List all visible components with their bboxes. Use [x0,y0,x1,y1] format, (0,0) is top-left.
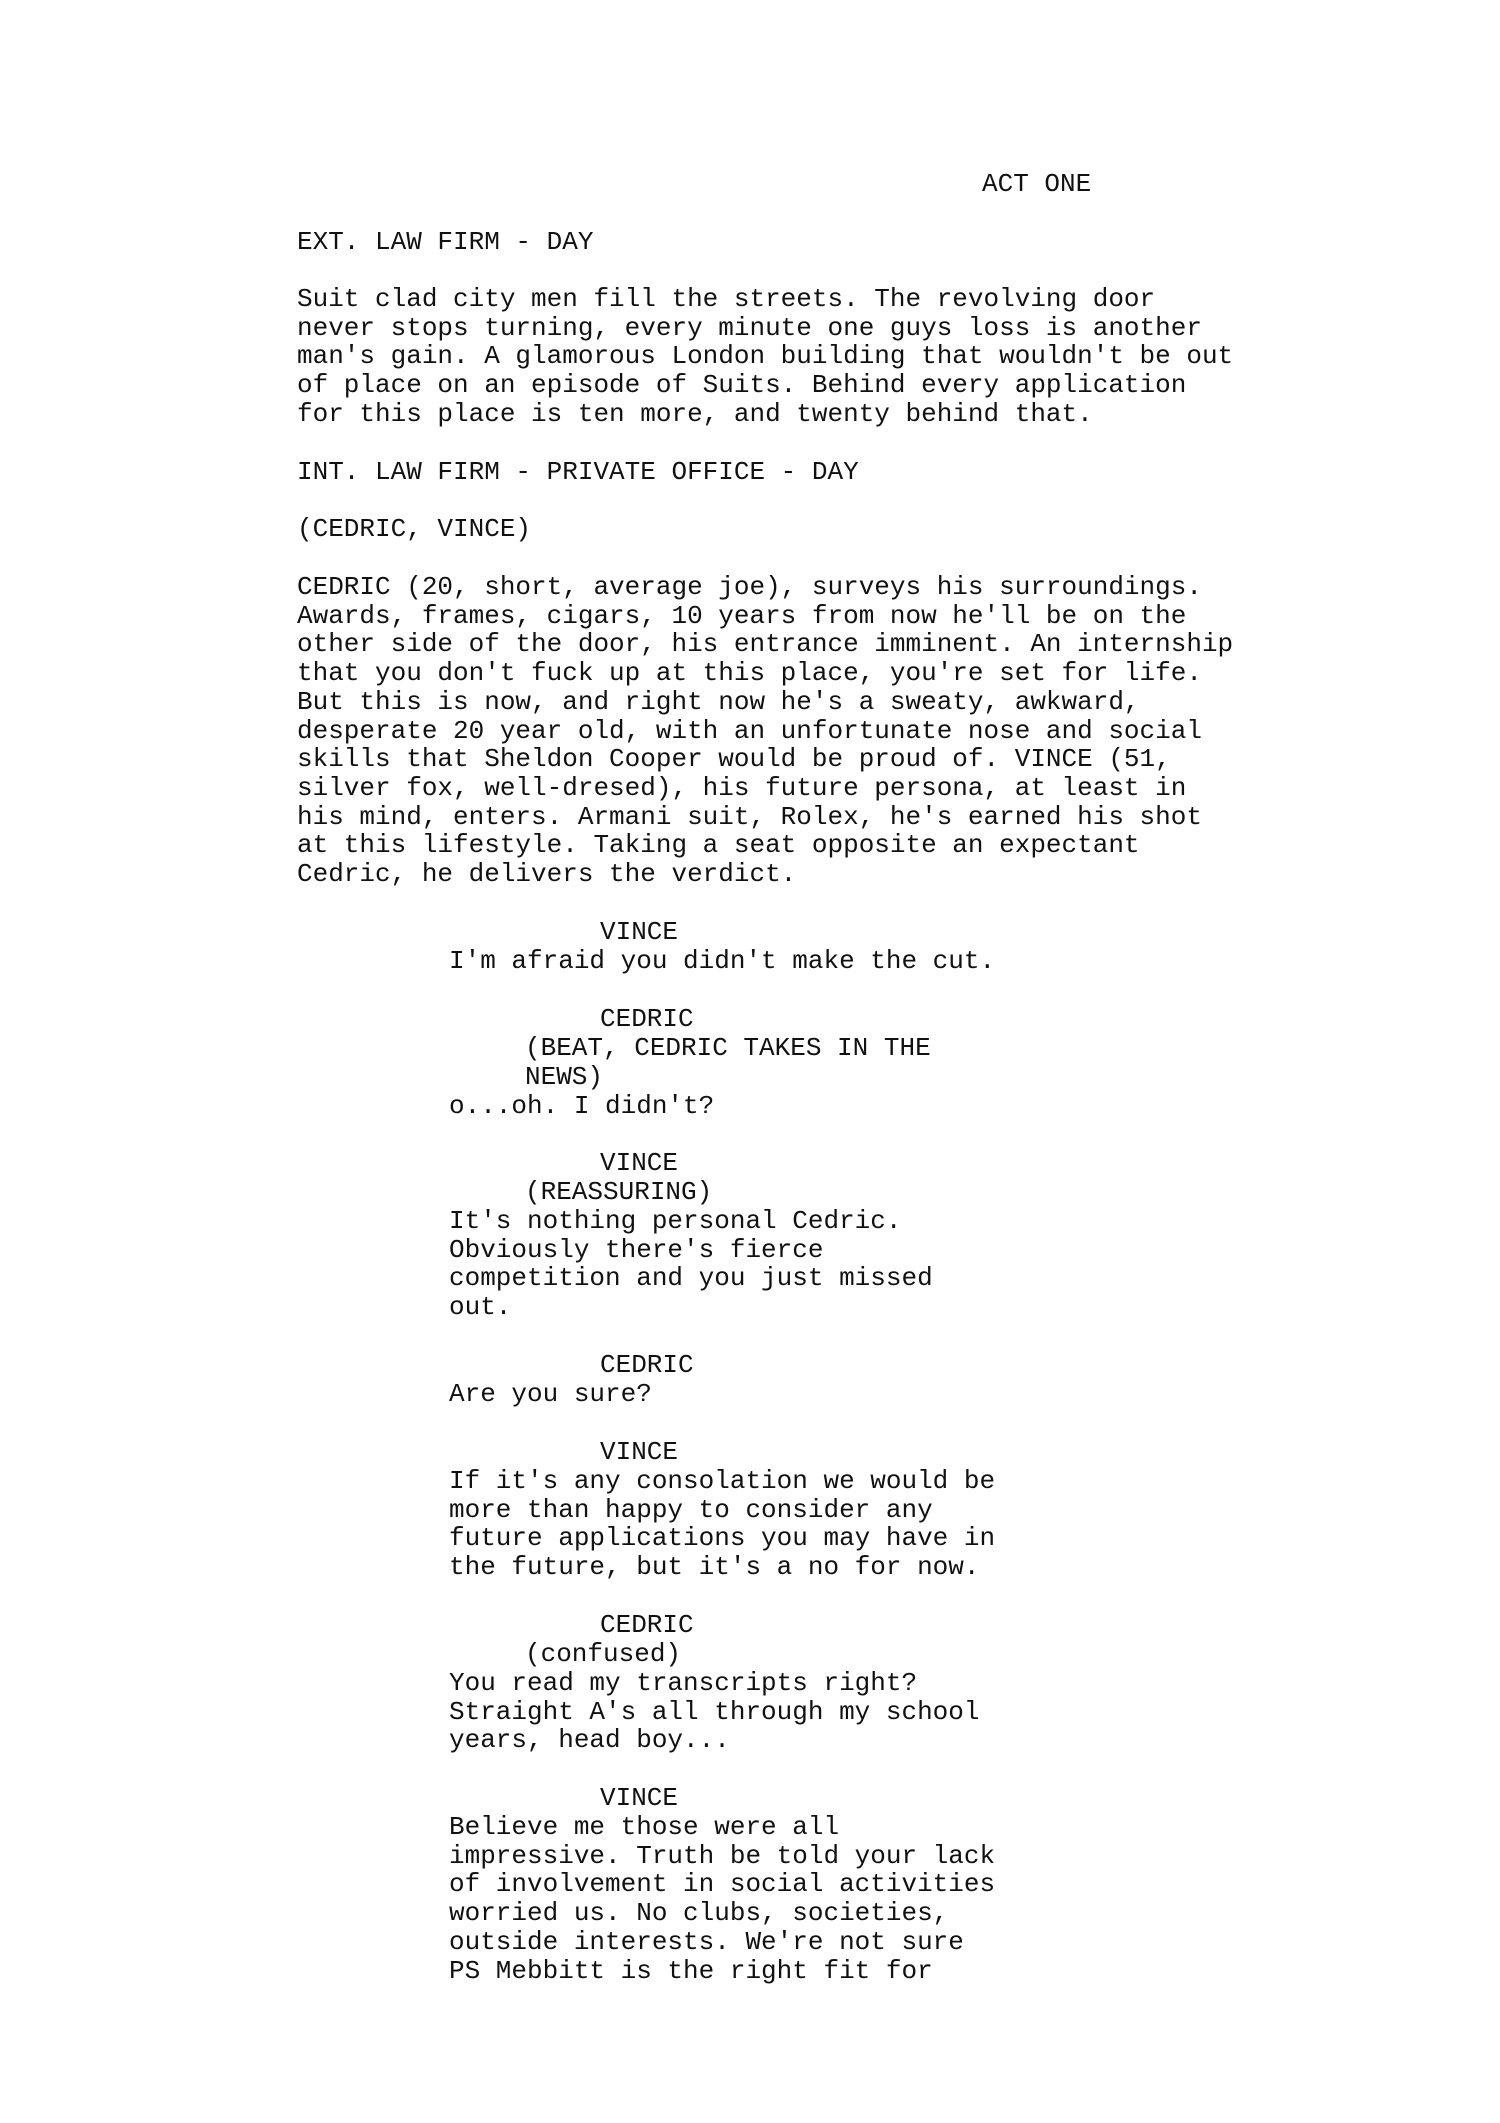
dialogue-line: Believe me those were all impressive. Truth be told your lack of involvement in social activities worried us. No clubs, societies, outside interests. We're not sure PS Mebbitt is the right fit for [449,1812,996,1986]
character-name: VINCE [600,1148,679,1178]
parenthetical: (confused) [525,1639,682,1669]
scene-heading: INT. LAW FIRM - PRIVATE OFFICE - DAY [297,457,859,487]
parenthetical: (REASSURING) [525,1177,713,1207]
cast-note: (CEDRIC, VINCE) [297,514,532,544]
character-name: CEDRIC [600,1350,694,1380]
character-name: CEDRIC [600,1004,694,1034]
dialogue-line: o...oh. I didn't? [449,1091,715,1121]
dialogue-line: It's nothing personal Cedric. Obviously there's fierce competition and you just missed out. [449,1206,933,1323]
act-heading: ACT ONE [982,169,1092,199]
dialogue-line: You read my transcripts right? Straight A's all through my school years, head boy... [449,1668,980,1756]
character-name: VINCE [600,1437,679,1467]
parenthetical: (BEAT, CEDRIC TAKES IN THE NEWS) [525,1033,931,1092]
dialogue-line: I'm afraid you didn't make the cut. [449,946,996,976]
character-name: VINCE [600,1783,679,1813]
dialogue-line: If it's any consolation we would be more than happy to consider any future applications you may have in the future, but it's a no for now. [449,1466,996,1583]
action-paragraph: CEDRIC (20, short, average joe), surveys his surroundings. Awards, frames, cigars, 10 years from now he'll be on the other side of the door, his entrance imminent. An internship that you don't fuck up at this place, you're set for life. But this is now, and right now he's a sweaty, awkward, desperate 20 year old, with an unfortunate nose and social skills that Sheldon Cooper would be proud of. VINCE (51, silver fox, well-dresed), his future persona, at least in his mind, enters. Armani suit, Rolex, he's earned his shot at this lifestyle. Taking a seat opposite an expectant Cedric, he delivers the verdict. [297,572,1234,890]
dialogue-line: Are you sure? [449,1379,652,1409]
character-name: CEDRIC [600,1610,694,1640]
scene-heading: EXT. LAW FIRM - DAY [297,227,594,257]
character-name: VINCE [600,917,679,947]
action-paragraph: Suit clad city men fill the streets. The revolving door never stops turning, every minute one guys loss is another man's gain. A glamorous London building that wouldn't be out of place on an episode of Suits. Behind every application for this place is ten more, and twenty behind that. [297,284,1234,429]
